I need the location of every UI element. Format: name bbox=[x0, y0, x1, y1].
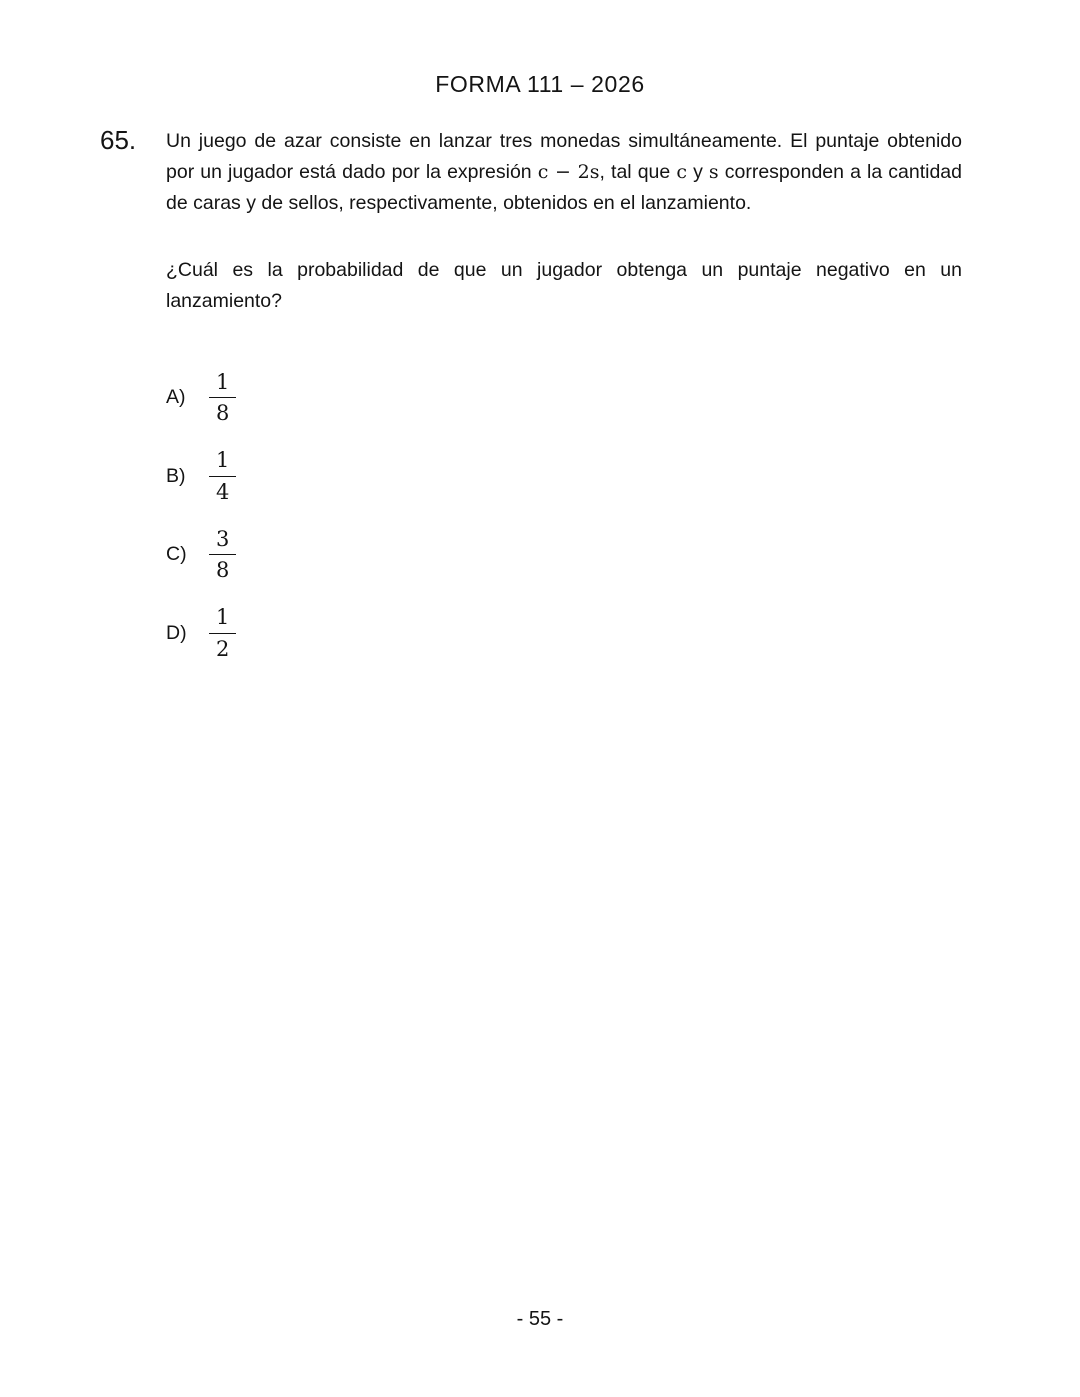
fraction-numerator: 1 bbox=[216, 369, 230, 394]
question-statement bbox=[166, 126, 962, 218]
statement-text-3: y bbox=[686, 160, 709, 183]
answer-options bbox=[166, 369, 962, 662]
page-number: - 55 - bbox=[516, 1308, 564, 1330]
option-d bbox=[166, 604, 962, 662]
math-variable-c: c bbox=[676, 160, 687, 183]
fraction-denominator: 8 bbox=[209, 554, 236, 583]
question-number: 65. bbox=[100, 125, 137, 155]
fraction-numerator: 3 bbox=[216, 526, 230, 551]
option-b-label: B) bbox=[166, 464, 186, 487]
math-variable-s: s bbox=[708, 160, 719, 183]
fraction-numerator: 1 bbox=[216, 448, 230, 473]
math-expression: c − 2s bbox=[537, 160, 600, 183]
option-c bbox=[166, 526, 962, 584]
option-b-fraction bbox=[209, 447, 236, 505]
statement-text-4: corresponden a la cantidad de caras y de sellos, respectivamente, obtenidos en el lanzamiento. bbox=[166, 160, 962, 214]
statement-text-2: , tal que bbox=[599, 160, 677, 183]
option-b bbox=[166, 447, 962, 505]
option-a bbox=[166, 369, 962, 427]
option-c-label: C) bbox=[166, 543, 187, 566]
option-a-label: A) bbox=[166, 386, 186, 409]
option-d-label: D) bbox=[166, 621, 187, 644]
fraction-denominator: 2 bbox=[209, 633, 236, 662]
page-title: FORMA 111 – 2026 bbox=[435, 71, 645, 97]
fraction-denominator: 4 bbox=[209, 476, 236, 505]
statement-text-1: Un juego de azar consiste en lanzar tres monedas simultáneamente. El puntaje obtenido por un jugador está dado por la expresión bbox=[166, 130, 962, 183]
option-d-fraction bbox=[209, 604, 236, 662]
option-a-fraction bbox=[209, 369, 236, 427]
question-prompt: ¿Cuál es la probabilidad de que un jugador obtenga un puntaje negativo en un lanzamiento? bbox=[166, 259, 962, 313]
option-c-fraction bbox=[209, 526, 236, 584]
fraction-numerator: 1 bbox=[216, 605, 230, 630]
fraction-denominator: 8 bbox=[209, 397, 236, 426]
question-content bbox=[166, 126, 962, 683]
question-block bbox=[100, 126, 962, 683]
